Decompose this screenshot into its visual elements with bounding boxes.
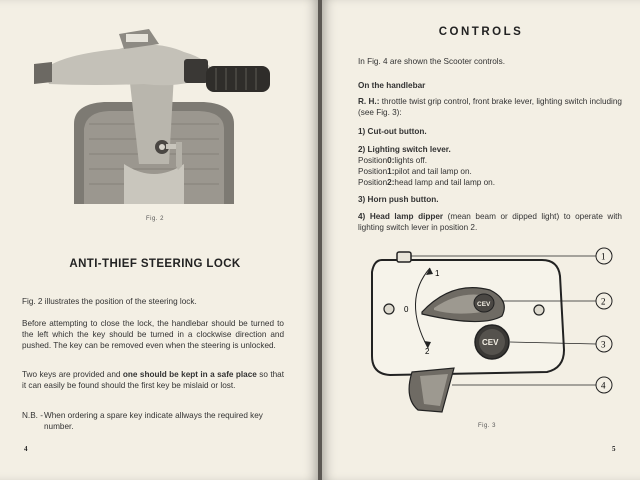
rh-label: R. H.: [358, 97, 380, 106]
position-num: 1: [387, 167, 395, 176]
paragraph-3-end: so that it can easily be found should the first key be mislaid or lost. [22, 370, 285, 390]
subheading-handlebar: On the handlebar [358, 81, 426, 90]
item-horn: 3) Horn push button. [358, 195, 439, 204]
lighting-switch-diagram [342, 240, 632, 420]
position-text: head lamp and tail lamp on. [394, 178, 496, 187]
rh-paragraph [358, 96, 622, 118]
callout-1: 1 [601, 251, 606, 262]
item-head-lamp-dipper [358, 211, 622, 233]
callout-group [596, 248, 612, 393]
callout-4: 4 [601, 380, 606, 391]
position-label: Position [358, 167, 388, 176]
dial-mark-2: 2 [425, 347, 430, 356]
rh-text: throttle twist grip control, front brake lever, lighting switch including (see Fig. 3): [358, 97, 622, 117]
position-row [358, 177, 622, 188]
position-label: Position [358, 156, 388, 165]
dial-mark-0: 0 [404, 305, 409, 314]
page-number-right: 5 [612, 445, 616, 453]
section-heading: ANTI-THIEF STEERING LOCK [69, 258, 241, 270]
item-4-label: 4) Head lamp dipper [358, 212, 444, 221]
paragraph-2: Before attempting to close the lock, the handlebar should be turned to the left which the key should be turned in a clockwise direction and pushed. The key can be removed even when the steering is unlocked. [22, 319, 284, 350]
position-list [358, 155, 622, 188]
nb-note [22, 410, 284, 432]
position-num: 0: [387, 156, 395, 165]
item-4-text: (mean beam or dipped light) to operate with lighting switch lever in position 2. [358, 212, 622, 232]
lever-logo: CEV [477, 301, 491, 308]
callout-3: 3 [601, 339, 606, 350]
right-page [322, 0, 640, 480]
left-page [0, 0, 318, 480]
paragraph-1: Fig. 2 illustrates the position of the steering lock. [22, 297, 197, 306]
horn-logo: CEV [482, 338, 499, 347]
dial-mark-1: 1 [435, 269, 440, 278]
callout-2: 2 [601, 296, 606, 307]
steering-lock-photo [34, 14, 272, 204]
position-num: 2: [387, 178, 395, 187]
paragraph-3 [22, 369, 284, 391]
item-cut-out: 1) Cut-out button. [358, 127, 427, 136]
figure-caption: Fig. 2 [146, 216, 165, 222]
paragraph-3-emphasis: one should be kept in a safe place [122, 370, 257, 379]
intro-text: In Fig. 4 are shown the Scooter controls. [358, 57, 505, 66]
position-text: lights off. [394, 156, 428, 165]
item-lighting-switch: 2) Lighting switch lever. [358, 145, 451, 154]
position-row [358, 166, 622, 177]
nb-label: N.B. - [22, 411, 43, 420]
figure-caption-right: Fig. 3 [478, 423, 497, 429]
position-text: pilot and tail lamp on. [394, 167, 472, 176]
paragraph-3-start: Two keys are provided and [22, 370, 123, 379]
nb-text: When ordering a spare key indicate allways the required key number. [44, 411, 263, 431]
page-title: CONTROLS [438, 26, 524, 38]
page-number-left: 4 [24, 445, 28, 453]
position-label: Position [358, 178, 388, 187]
position-row [358, 155, 622, 166]
